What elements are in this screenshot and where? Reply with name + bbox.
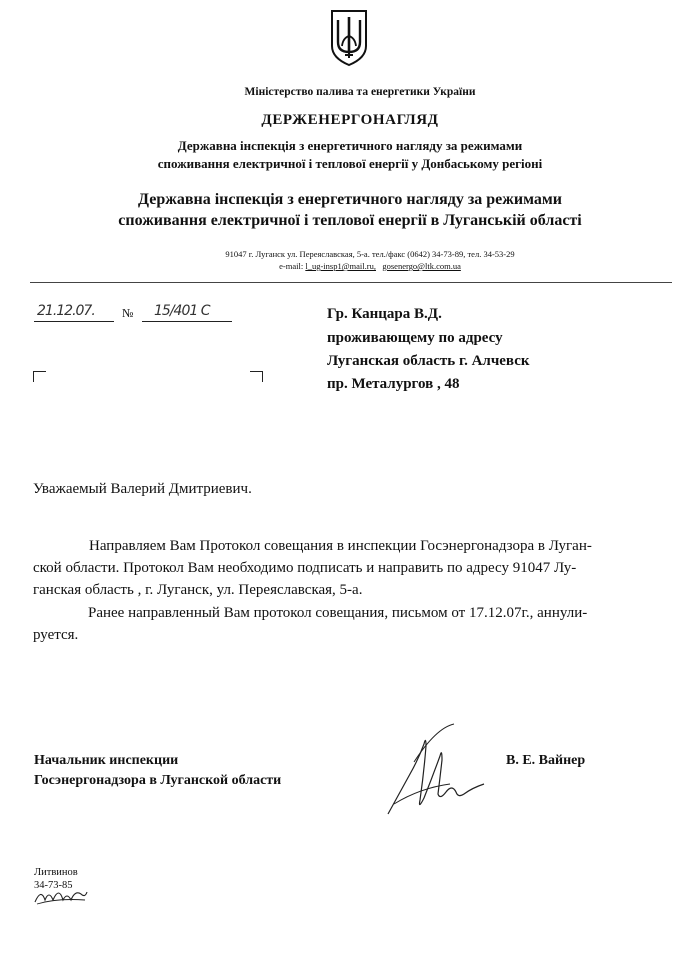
contact-address-phone: 91047 г. Луганск ул. Переяславская, 5-а. тел./факс (0642) 34-73-89, тел. 34-53-29: [225, 249, 515, 259]
signatory-name: В. Е. Вайнер: [506, 753, 586, 768]
signatory-title-line2: Госэнергонадзора в Луганской области: [34, 773, 282, 788]
salutation: Уважаемый Валерий Дмитриевич.: [33, 481, 252, 497]
contact-email: [110, 261, 630, 271]
inspection-lugansk-line1: Державна інспекція з енергетичного нагляду за режимами: [138, 191, 562, 208]
coat-of-arms-emblem-icon: [329, 8, 369, 68]
paragraph2-line1: Ранее направленный Вам протокол совещания, письмом от 17.12.07г., аннули-: [88, 605, 588, 621]
handwritten-number: 15/401 С: [154, 303, 210, 319]
recipient-line2: проживающему по адресу: [327, 330, 503, 346]
number-label: №: [122, 306, 134, 320]
paragraph1-line3: ганская область , г. Луганск, ул. Переяславская, 5-а.: [33, 582, 363, 598]
inspection-donbas-line2: споживання електричної і теплової енергії у Донбаському регіоні: [157, 156, 543, 171]
agency-name: ДЕРЖЕНЕРГОНАГЛЯД: [261, 112, 439, 128]
handwritten-date: 21.12.07.: [37, 303, 95, 319]
number-underline: [142, 321, 232, 322]
recipient-line4: пр. Металургов , 48: [327, 376, 460, 392]
ministry-name: Міністерство палива та енергетики України: [244, 86, 476, 98]
inspection-lugansk-line2: споживання електричної і теплової енергії в Луганській області: [118, 212, 582, 229]
handwritten-signature-icon: [380, 722, 490, 822]
handwritten-initials-icon: [33, 884, 89, 906]
email-label: e-mail:: [279, 261, 304, 271]
address-corner-mark-right: [250, 371, 263, 382]
email-link-2[interactable]: gosenergo@ltk.com.ua: [382, 261, 461, 271]
address-corner-mark-left: [33, 371, 46, 382]
recipient-line3: Луганская область г. Алчевск: [327, 353, 530, 369]
executor-phone: 34-73-85: [34, 880, 73, 891]
signatory-title-line1: Начальник инспекции: [34, 753, 179, 768]
paragraph2-line2: руется.: [33, 627, 79, 643]
executor-name: Литвинов: [34, 867, 78, 878]
email-link-1[interactable]: l_ug-insp1@mail.ru,: [305, 261, 376, 271]
date-underline: [34, 321, 114, 322]
header-divider: [30, 282, 672, 283]
paragraph1-line2: ской области. Протокол Вам необходимо подписать и направить по адресу 91047 Лу-: [33, 560, 577, 576]
recipient-name: Гр. Канцара В.Д.: [327, 306, 442, 322]
paragraph1-line1: Направляем Вам Протокол совещания в инспекции Госэнергонадзора в Луган-: [89, 538, 592, 554]
inspection-donbas-line1: Державна інспекція з енергетичного нагляду за режимами: [177, 138, 523, 153]
